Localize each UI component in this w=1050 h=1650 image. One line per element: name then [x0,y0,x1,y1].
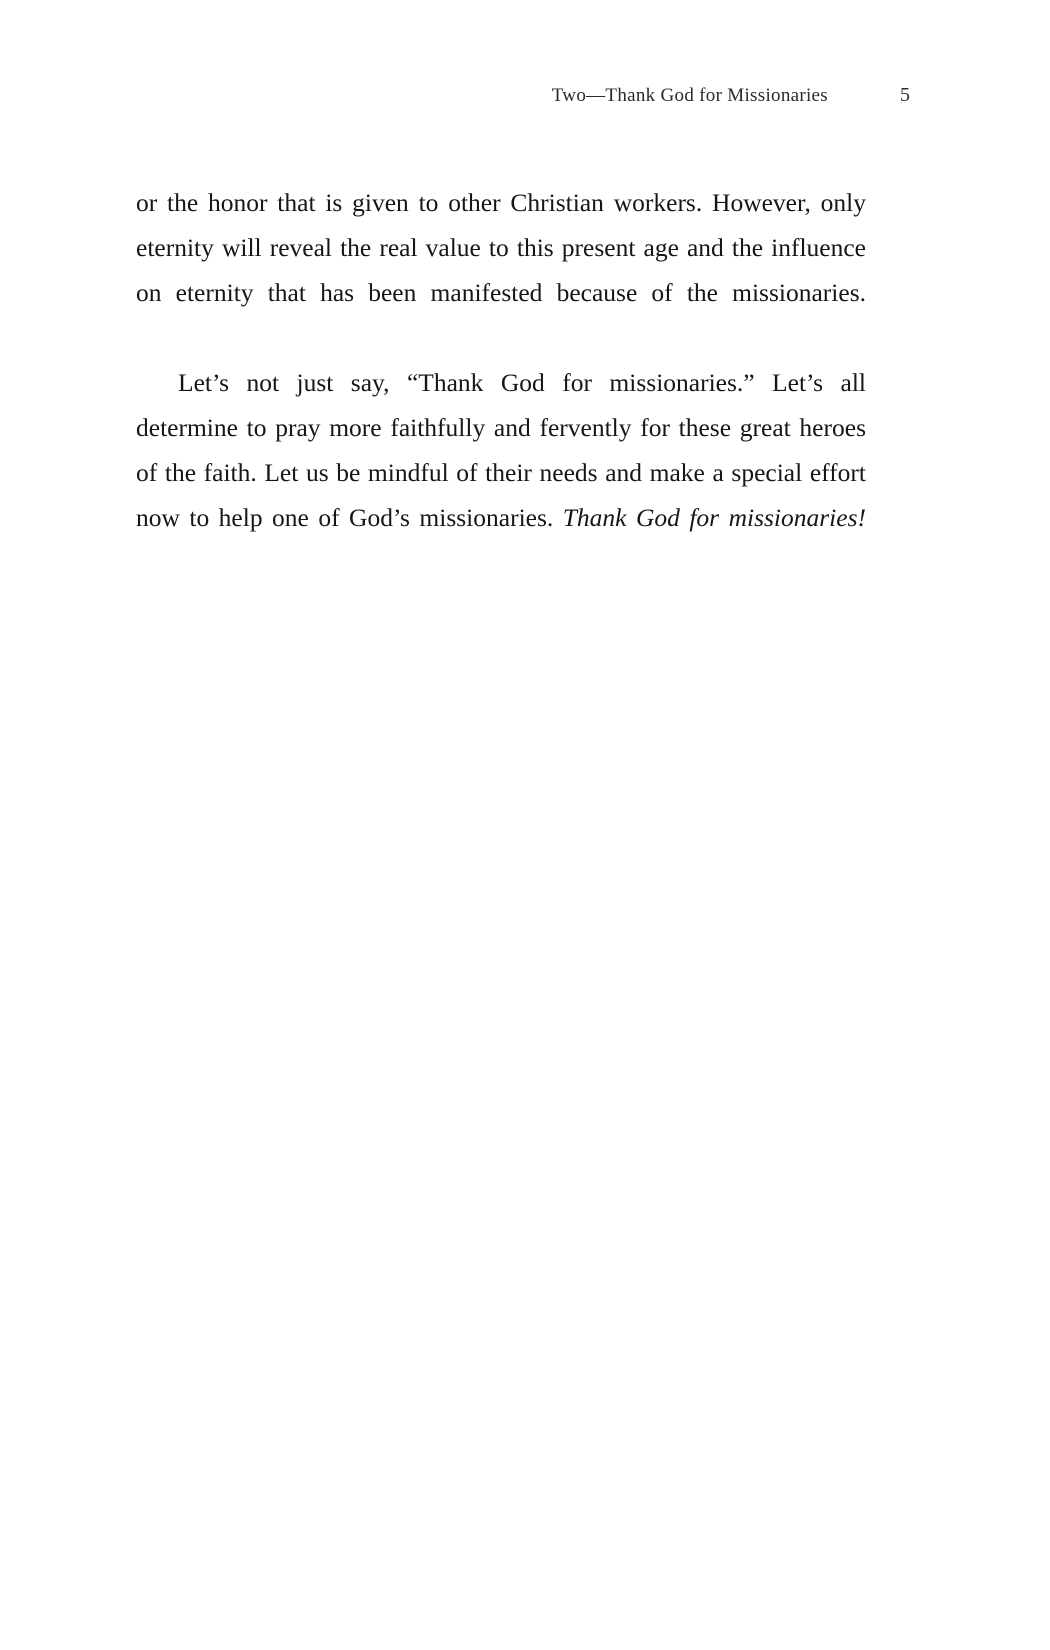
running-head-title: Two—Thank God for Missionaries [551,85,828,106]
paragraph-2-text: Let’s not just say, “Thank God for missionaries.” Let’s all determine to pray more faithfully and fervently for these great heroes of the faith. Let us be mindful of their needs and make a special effort now to help one of God’s missionaries. [136,368,866,532]
paragraph-2-emphasis: Thank God for missionaries! [562,503,866,532]
paragraph-1: or the honor that is given to other Christian workers. However, only eternity will reveal the real value to this present age and the influence on eternity that has been manifested because of the missionaries. [136,188,866,307]
running-head [140,84,910,110]
page-number: 5 [900,84,910,106]
body-text [136,180,866,585]
paragraph-2 [136,360,866,585]
